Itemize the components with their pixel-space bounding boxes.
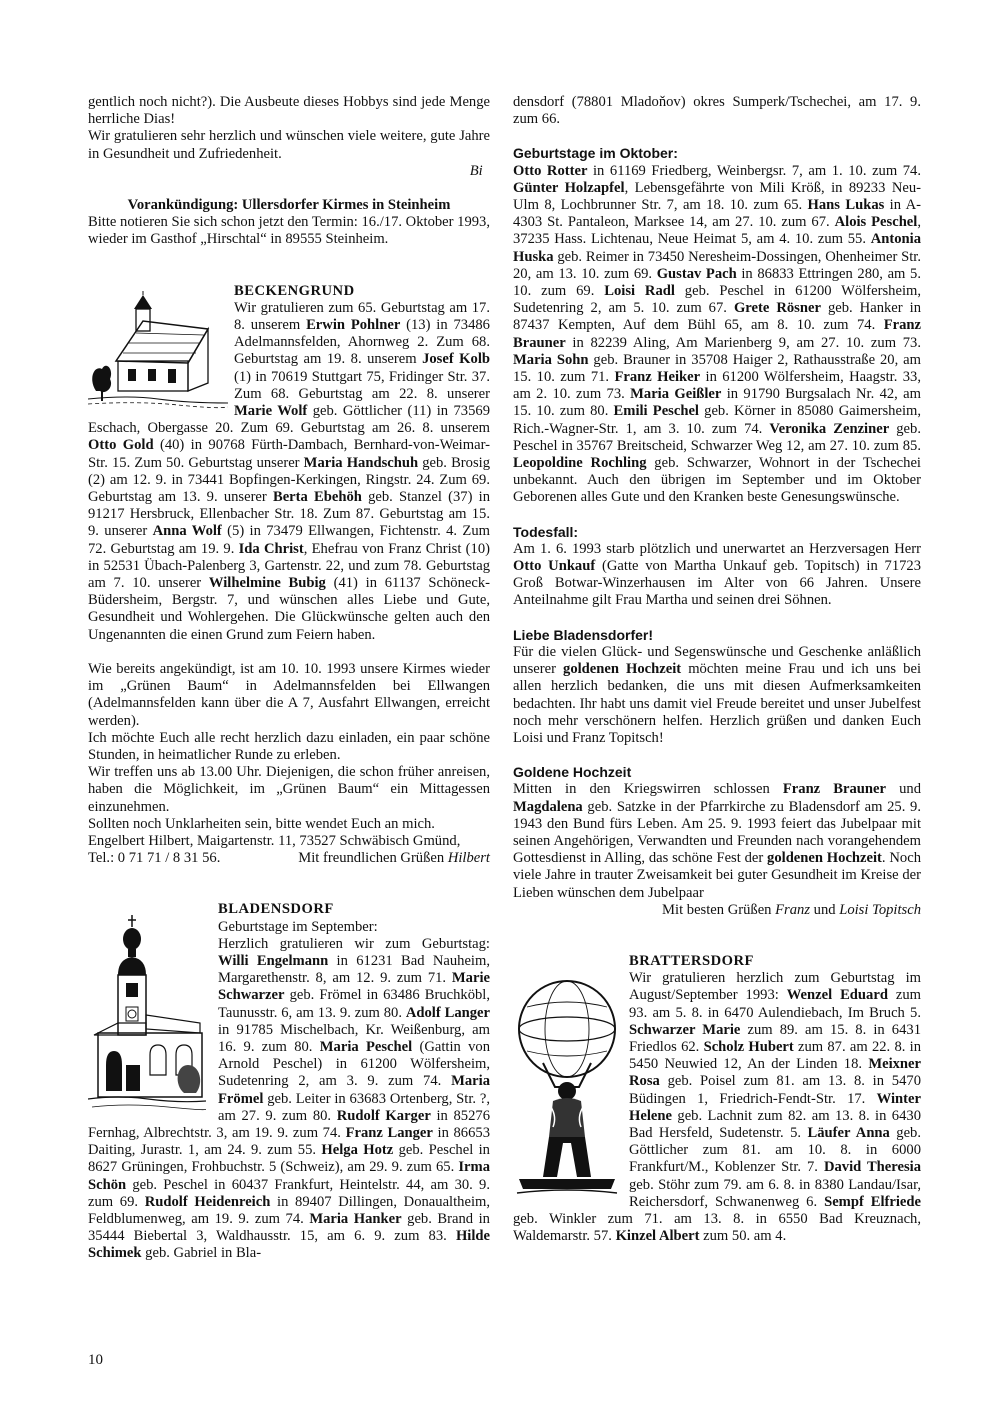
continued-paragraph: densdorf (78801 Mladoňov) okres Sumperk/Tschechei, am 17. 9. zum 66. [513, 94, 921, 128]
person-name: Alois Peschel [834, 214, 918, 231]
todesfall-section: Todesfall: Am 1. 6. 1993 starb plötzlich und unerwartet an Herzversagen Herr Otto Unkauf (Gatte von Martha Unkauf geb. Topitsch) in 71723 Groß Botwar-Winzerhausen im Alter von 66 Jahren. Unsere Anteilnahme gilt Frau Martha und seinen drei Söhnen. [513, 523, 922, 609]
right-column [513, 94, 921, 1245]
person-name: Rudolf Heidenreich [144, 1193, 271, 1210]
intro-paragraph: gentlich noch nicht?). Die Ausbeute dieses Hobbys sind jede Menge herrliche Dias! [88, 94, 490, 128]
kirmes-section: Wie bereits angekündigt, ist am 10. 10. 1993 unsere Kirmes wieder im „Grünen Baum“ in Adelmannsfelden bei Ellwangen (Adelmannsfelden kann über die A 7, Ausfahrt Ellwangen, erreicht werden). Ich möchte Euch alle recht herzlich dazu einladen, ein paar schöne Stunden, in heimatlicher Runde zu erleben. Wir treffen uns ab 13.00 Uhr. Diejenigen, die schon früher anreisen, haben die Möglichkeit, im „Grünen Baum“ ein Mittagessen einzunehmen. Sollten noch Unklarheiten sein, bitte wendet Euch an mich. Engelbert Hilbert, Maigartenstr. 11, 73527 Schwäbisch Gmünd, Tel.: 0 71 71 / 8 31 56. Mit freundlichen Grüßen Hilbert [88, 660, 490, 867]
person-name: Wilhelmine Bubig [208, 575, 326, 592]
announcement-title: Vorankündigung: Ullersdorfer Kirmes in Steinheim [127, 197, 451, 214]
person-name: Schwarzer Marie [629, 1021, 741, 1038]
person-name: Scholz Hubert [703, 1038, 794, 1055]
signature: Hilbert [447, 850, 490, 867]
birthday-paragraph: Wir gratulieren herzlich zum Geburtstag im August/September 1993: Wenzel Eduard zum 93. am 5. 8. in 6470 Aulendiebach, Im Bruch 5. Schwarzer Marie zum 89. am 15. 8. in 6431 Friedlos 62. Scholz Hubert zum 87. am 22. 8. in 5450 Neuwied 12, An der Linden 18. Meixner Rosa geb. Poisel zum 81. am 13. 8. in 5470 Büdingen 1, Friedrich-Fendt-Str. 17. Winter Helene geb. Lachnit zum 82. am 13. 8. in 6430 Bad Hersfeld, Sudetenstr. 5. Läufer Anna geb. Göttlicher zum 81. am 10. 8. in 6000 Frankfurt/M., Koblenzer Str. 7. David Theresia geb. Stöhr zum 79. am 6. 8. in 8380 Landau/Isar, Reichersdorf, Schwanenweg 6. Sempf Elfriede geb. Winkler zum 71. am 13. 8. in 6550 Bad Kreuznach, Waldemarstr. 57. Kinzel Albert zum 50. am 4. [513, 970, 921, 1245]
oktober-section [513, 145, 921, 506]
person-name: David Theresia [823, 1159, 921, 1176]
person-name: Helga Hotz [321, 1142, 394, 1159]
person-name: Irma Schön [88, 1159, 490, 1193]
person-name: Maria Frömel [218, 1073, 490, 1107]
chapel-illustration [88, 291, 228, 409]
person-name: Anna Wolf [152, 523, 222, 540]
person-name: Veronika Zenziner [769, 420, 890, 437]
birthday-paragraph: Otto Rotter in 61169 Friedberg, Weinbergsr. 7, am 1. 10. zum 74. Günter Holzapfel, Lebensgefährte von Mili Kröß, in 89233 Neu-Ulm 8, Lochbrunner Str. 7, am 18. 10. zum 65. Hans Lukas in A-4303 St. Pantaleon, Marksee 14, am 27. 10. zum 67. Alois Peschel, 37235 Hass. Lichtenau, Neue Heimat 5, am 4. 10. zum 55. Antonia Huska geb. Reimer in 73450 Neresheim-Dossingen, Ohenheimer Str. 20, am 13. 10. zum 69. Gustav Pach in 86833 Ettringen 280, am 5. 10. zum 69. Loisi Radl geb. Peschel in 61200 Wölfersheim, Sudetenring 2, am 5. 10. zum 67. Grete Rösner geb. Hanker in 87437 Kempten, Auf dem Bühl 65, am 8. 10. zum 74. Franz Brauner in 82239 Aling, Am Marienberg 9, am 27. 10. zum 73. Maria Sohn geb. Brauner in 35708 Haiger 2, Rathausstraße 20, am 15. 10. zum 71. Franz Heiker in 61200 Wölfersheim, Haagstr. 33, am 2. 10. zum 73. Maria Geißler in 91790 Burgsalach Nr. 42, am 15. 10. zum 80. Emili Peschel geb. Körner in 85080 Gaimersheim, Rich.-Wagner-Str. 1, am 3. 10. zum 74. Veronika Zenziner geb. Peschel in 35767 Breitscheid, Schwarzer Weg 12, am 27. 10. zum 85. Leopoldine Rochling geb. Schwarzer, Wohnort in der Tschechei unbekannt. Auch den übrigen im September und im Oktober Geborenen alles Gute und den Kranken beste Genesungswünsche. [513, 162, 921, 506]
person-name: Adolf Langer [405, 1004, 491, 1021]
section-title: Todesfall: [513, 523, 579, 540]
phone-number: Tel.: 0 71 71 / 8 31 56. [88, 850, 221, 867]
person-name: Franz Brauner [513, 317, 921, 351]
bladensdorf-section [88, 901, 490, 1262]
person-name: Meixner Rosa [629, 1056, 921, 1090]
person-name: Antonia Huska [513, 231, 921, 265]
person-name: Maria Geißler [630, 386, 722, 403]
person-name: Ida Christ [238, 540, 304, 557]
person-name: Sempf Elfriede [824, 1193, 921, 1210]
person-name: Erwin Pohlner [306, 317, 401, 334]
golden-wedding-section: Goldene Hochzeit Mitten in den Kriegswirren schlossen Franz Brauner und Magdalena geb. Satzke in der Pfarrkirche zu Bladensdorf am 25. 9. 1943 den Bund fürs Leben. Am 25. 9. 1993 feiert das Jubelpaar mit seinen Angehörigen, Verwandten und Freunden nach vorangehendem Gottesdienst in Alling, das schöne Fest der goldenen Hochzeit. Noch viele Jahre in trauter Zweisamkeit bei guter Gesundheit im Kreise der Lieben wünschen dem Jubelpaar Mit besten Grüßen Franz und Loisi Topitsch [513, 764, 921, 918]
person-name: Loisi Radl [604, 283, 675, 300]
person-name: Marie Schwarzer [218, 970, 490, 1004]
person-name: Otto Rotter [513, 162, 588, 179]
person-name: Josef Kolb [422, 351, 491, 368]
person-name: Wenzel Eduard [786, 987, 888, 1004]
person-name: Franz Langer [345, 1124, 433, 1141]
person-name: Rudolf Karger [336, 1107, 431, 1124]
person-name: Franz Heiker [614, 369, 701, 386]
birthday-paragraph: Herzlich gratulieren wir zum Geburtstag: Willi Engelmann in 61231 Bad Nauheim, Margarethenstr. 8, am 12. 9. zum 71. Marie Schwarzer geb. Frömel in 63486 Bruchköbl, Taunusstr. 6, am 13. 9. zum 80. Adolf Langer in 91785 Mischelbach, Kr. Weißenburg, am 16. 9. zum 80. Maria Peschel (Gattin von Arnold Peschel) in 61200 Wölfersheim, Sudetenring 2, am 3. 9. zum 74. Maria Frömel geb. Leiter in 63683 Ortenberg, Str. ?, am 27. 9. zum 80. Rudolf Karger in 85276 Fernhag, Albrechtstr. 3, am 19. 9. zum 74. Franz Langer in 86653 Daiting, Jurastr. 1, am 24. 9. zum 55. Helga Hotz geb. Peschel in 8627 Grüningen, Frohbuchstr. 5 (Schweiz), am 29. 9. zum 65. Irma Schön geb. Peschel in 60437 Frankfurt, Heintelstr. 44, am 30. 9. zum 69. Rudolf Heidenreich in 89407 Dillingen, Donaualtheim, Feldblumenweg, am 19. 9. zum 74. Maria Hanker geb. Brand in 35444 Biebertal 3, Waldhausstr. 15, am 6. 9. zum 83. Hilde Schimek geb. Gabriel in Bla- [88, 935, 491, 1262]
person-name: Otto Unkauf [513, 558, 596, 575]
subheading: Geburtstage im September: [218, 918, 378, 935]
person-name: Maria Sohn [513, 351, 589, 368]
birthday-paragraph: Wir gratulieren zum 65. Geburtstag am 17. 8. unserem Erwin Pohlner (13) in 73486 Adelmannsfelden, Ahornweg 2. Zum 68. Geburtstag am 19. 8. unserem Josef Kolb (1) in 70619 Stuttgart 75, Fridinger Str. 37. Zum 68. Geburtstag am 22. 8. unserer Marie Wolf geb. Göttlicher (11) in 73569 Eschach, Obergasse 20. Zum 69. Geburtstag am 26. 8. unserem Otto Gold (40) in 90768 Fürth-Dambach, Bernhard-von-Weimar-Str. 15. Zum 50. Geburtstag unserer Maria Handschuh geb. Brosig (2) am 12. 9. in 73441 Bopfingen-Kerkingen, Ringstr. 24. Zum 69. Geburtstag am 13. 9. unserer Berta Ebehöh geb. Stanzel (37) in 91217 Hersbruck, Ellenbacher Str. 18. Zum 87. Geburtstag am 15. 9. unserer Anna Wolf (5) in 73479 Ellwangen, Fichtenstr. 4. Zum 72. Geburtstag am 19. 9. Ida Christ, Ehefrau von Franz Christ (10) in 52531 Übach-Palenberg 3, Gartenstr. 22, und zum 78. Geburtstag am 7. 10. unserer Wilhelmine Bubig (41) in 61137 Schöneck-Büdersheim, Bergstr. 7, und wünschen alles Liebe und Gute, Gesundheit und Wohlergehen. Die Glückwünsche gelten auch den Ungenannten die einen Grund zum Feiern haben. [88, 299, 491, 643]
section-title: BRATTERSDORF [629, 952, 754, 969]
person-name: Leopoldine Rochling [513, 455, 647, 472]
person-name: Kinzel Albert [615, 1228, 700, 1245]
person-name: Maria Peschel [319, 1038, 413, 1055]
signature-line: Mit besten Grüßen Franz und Loisi Topitsch [662, 901, 921, 918]
section-title: Goldene Hochzeit [513, 764, 632, 781]
brattersdorf-section [513, 953, 921, 1245]
beckengrund-section [88, 283, 490, 644]
person-name: Berta Ebehöh [272, 489, 362, 506]
signature: Bi [469, 162, 483, 179]
person-name: Magdalena [513, 798, 583, 815]
person-name: Gustav Pach [656, 265, 737, 282]
church-illustration [88, 915, 206, 1115]
person-name: Läufer Anna [807, 1124, 890, 1141]
person-name: Maria Handschuh [303, 454, 419, 471]
atlas-statue-illustration [513, 967, 621, 1199]
left-column [88, 94, 490, 1263]
person-name: Grete Rösner [733, 300, 821, 317]
person-name: Maria Hanker [309, 1210, 402, 1227]
person-name: Hans Lukas [807, 197, 885, 214]
section-title: BLADENSDORF [218, 901, 334, 918]
intro-paragraph: Wir gratulieren sehr herzlich und wünschen viele weitere, gute Jahre in Gesundheit und Zufriedenheit. [88, 128, 490, 162]
page-number: 10 [88, 1352, 103, 1368]
section-title: Geburtstage im Oktober: [513, 145, 678, 162]
thanks-section: Liebe Bladensdorfer! Für die vielen Glück- und Segenswünsche und Geschenke anläßlich unserer goldenen Hochzeit möchten meine Frau und ich uns bei allen herzlich bedanken, die uns mit diesen Aufmerksamkeiten bedachten. Ihr habt uns damit viel Freude bereitet und unser Jubelfest noch mehr verschönern helfen. Herzlich grüßen und danken Euch Loisi und Franz Topitsch! [513, 626, 921, 746]
person-name: Franz Brauner [782, 781, 886, 798]
section-title: BECKENGRUND [234, 282, 355, 299]
announcement-text: Bitte notieren Sie sich schon jetzt den Termin: 16./17. Oktober 1993, wieder im Gasthof „Hirschtal“ in 89555 Steinheim. [88, 214, 490, 248]
person-name: Winter Helene [629, 1090, 921, 1124]
person-name: Willi Engelmann [218, 952, 329, 969]
person-name: Hilde Schimek [88, 1228, 490, 1262]
person-name: Emili Peschel [613, 403, 699, 420]
person-name: Günter Holzapfel [513, 179, 625, 196]
person-name: Marie Wolf [234, 403, 308, 420]
person-name: Otto Gold [88, 437, 154, 454]
section-title: Liebe Bladensdorfer! [513, 626, 654, 643]
